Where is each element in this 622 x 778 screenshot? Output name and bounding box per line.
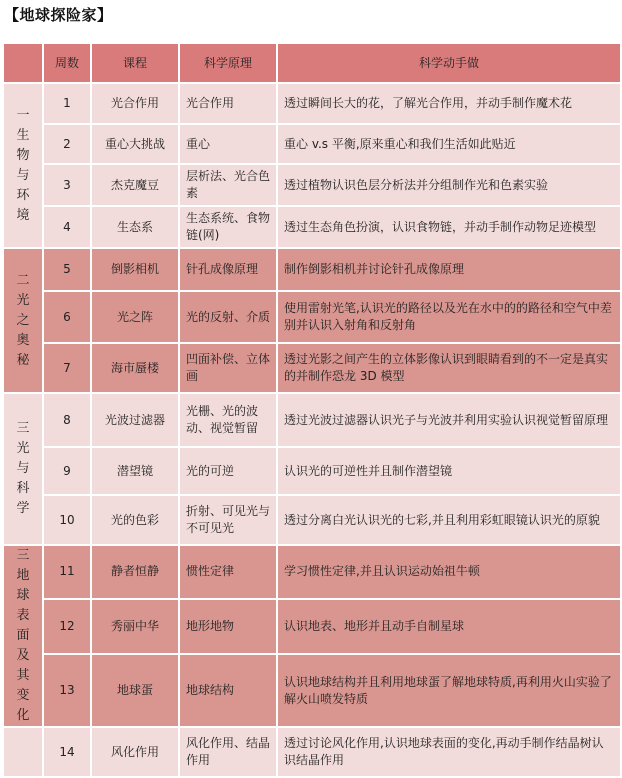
unit-label: 一生物与环境 xyxy=(16,107,30,223)
course-cell: 海市蜃楼 xyxy=(92,344,180,394)
unit-label: 二光之奥秘 xyxy=(16,272,30,368)
week-cell: 5 xyxy=(44,249,92,292)
table-row xyxy=(4,600,622,656)
activity-cell: 重心 v.s 平衡,原来重心和我们生活如此贴近 xyxy=(278,125,622,165)
activity-cell: 透过光影之间产生的立体影像认识到眼睛看到的不一定是真实的并制作恐龙 3D 模型 xyxy=(278,344,622,394)
principle-cell: 风化作用、结晶作用 xyxy=(180,728,278,778)
week-cell: 7 xyxy=(44,344,92,394)
course-cell: 重心大挑战 xyxy=(92,125,180,165)
table-header-row xyxy=(4,44,622,84)
course-cell: 光的色彩 xyxy=(92,496,180,546)
principle-cell: 光的反射、介质 xyxy=(180,292,278,344)
principle-cell: 地球结构 xyxy=(180,655,278,728)
week-cell: 13 xyxy=(44,655,92,728)
week-cell: 2 xyxy=(44,125,92,165)
header-activity: 科学动手做 xyxy=(278,44,622,84)
table-row xyxy=(4,84,622,125)
activity-cell: 透过生态角色扮演，认识食物链，并动手制作动物足迹模型 xyxy=(278,207,622,249)
week-cell: 14 xyxy=(44,728,92,778)
course-table xyxy=(4,44,622,778)
week-cell: 10 xyxy=(44,496,92,546)
course-cell: 生态系 xyxy=(92,207,180,249)
table-row xyxy=(4,125,622,165)
activity-cell: 透过分离白光认识光的七彩,并且利用彩虹眼镜认识光的原貌 xyxy=(278,496,622,546)
table-row xyxy=(4,448,622,496)
unit-cell xyxy=(4,728,44,778)
unit-cell xyxy=(4,84,44,249)
course-cell: 杰克魔豆 xyxy=(92,165,180,207)
course-cell: 潜望镜 xyxy=(92,448,180,496)
principle-cell: 层析法、光合色素 xyxy=(180,165,278,207)
course-cell: 风化作用 xyxy=(92,728,180,778)
principle-cell: 折射、可见光与不可见光 xyxy=(180,496,278,546)
week-cell: 8 xyxy=(44,394,92,448)
unit-cell xyxy=(4,249,44,394)
week-cell: 12 xyxy=(44,600,92,656)
header-week: 周数 xyxy=(44,44,92,84)
table-row xyxy=(4,165,622,207)
week-cell: 11 xyxy=(44,546,92,600)
page-title: 【地球探险家】 xyxy=(4,6,113,24)
week-cell: 1 xyxy=(44,84,92,125)
activity-cell: 认识光的可逆性并且制作潜望镜 xyxy=(278,448,622,496)
header-unit xyxy=(4,44,44,84)
week-cell: 4 xyxy=(44,207,92,249)
table-row xyxy=(4,655,622,728)
table-body xyxy=(4,84,622,778)
header-course: 课程 xyxy=(92,44,180,84)
activity-cell: 认识地表、地形并且动手自制星球 xyxy=(278,600,622,656)
unit-cell xyxy=(4,394,44,546)
unit-cell xyxy=(4,546,44,728)
principle-cell: 惯性定律 xyxy=(180,546,278,600)
table-row xyxy=(4,344,622,394)
header-principle: 科学原理 xyxy=(180,44,278,84)
principle-cell: 生态系统、食物链(网) xyxy=(180,207,278,249)
week-cell: 9 xyxy=(44,448,92,496)
week-cell: 3 xyxy=(44,165,92,207)
table-row xyxy=(4,546,622,600)
table-row xyxy=(4,496,622,546)
principle-cell: 凹面补偿、立体画 xyxy=(180,344,278,394)
activity-cell: 透过植物认识色层分析法并分组制作光和色素实验 xyxy=(278,165,622,207)
course-cell: 地球蛋 xyxy=(92,655,180,728)
activity-cell: 认识地球结构并且利用地球蛋了解地球特质,再利用火山实验了解火山喷发特质 xyxy=(278,655,622,728)
table-row xyxy=(4,394,622,448)
week-cell: 6 xyxy=(44,292,92,344)
principle-cell: 地形地物 xyxy=(180,600,278,656)
principle-cell: 光栅、光的波动、视觉暂留 xyxy=(180,394,278,448)
activity-cell: 透过讨论风化作用,认识地球表面的变化,再动手制作结晶树认识结晶作用 xyxy=(278,728,622,778)
activity-cell: 使用雷射光笔,认识光的路径以及光在水中的的路径和空气中差别并认识入射角和反射角 xyxy=(278,292,622,344)
course-cell: 光波过滤器 xyxy=(92,394,180,448)
principle-cell: 光的可逆 xyxy=(180,448,278,496)
unit-label: 三地球表面及其变化 xyxy=(16,548,30,723)
table-row xyxy=(4,249,622,292)
activity-cell: 制作倒影相机并讨论针孔成像原理 xyxy=(278,249,622,292)
principle-cell: 光合作用 xyxy=(180,84,278,125)
table-row xyxy=(4,292,622,344)
unit-label: 三光与科学 xyxy=(16,421,30,516)
course-cell: 秀丽中华 xyxy=(92,600,180,656)
course-cell: 倒影相机 xyxy=(92,249,180,292)
activity-cell: 透过光波过滤器认识光子与光波并利用实验认识视觉暂留原理 xyxy=(278,394,622,448)
principle-cell: 针孔成像原理 xyxy=(180,249,278,292)
course-cell: 光合作用 xyxy=(92,84,180,125)
activity-cell: 透过瞬间长大的花，了解光合作用，并动手制作魔术花 xyxy=(278,84,622,125)
table-row xyxy=(4,207,622,249)
activity-cell: 学习惯性定律,并且认识运动始祖牛顿 xyxy=(278,546,622,600)
table-row xyxy=(4,728,622,778)
principle-cell: 重心 xyxy=(180,125,278,165)
course-cell: 光之阵 xyxy=(92,292,180,344)
course-cell: 静者恒静 xyxy=(92,546,180,600)
